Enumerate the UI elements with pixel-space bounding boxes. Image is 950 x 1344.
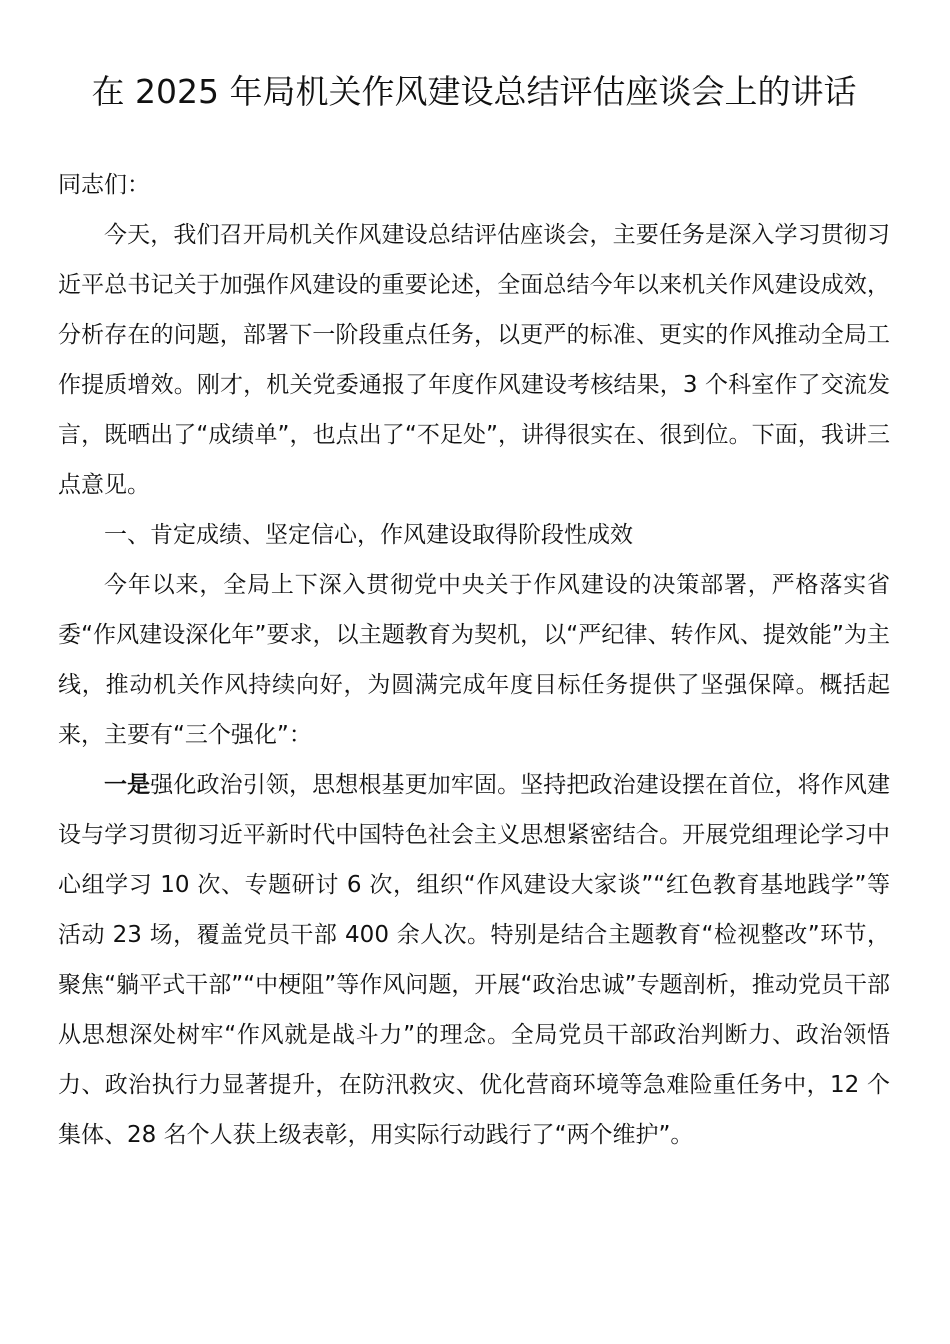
section-1-paragraph: 今年以来，全局上下深入贯彻党中央关于作风建设的决策部署，严格落实省委“作风建设深化年”要求，以主题教育为契机，以“严纪律、转作风、提效能”为主线，推动机关作风持续向好，为圆满完成年度目标任务提供了坚强保障。概括起来，主要有“三个强化”： [58, 572, 890, 748]
point-1-paragraph [58, 760, 890, 1160]
document-title: 在 2025 年局机关作风建设总结评估座谈会上的讲话 [91, 72, 857, 111]
point-1-body: 强化政治引领，思想根基更加牢固。坚持把政治建设摆在首位，将作风建设与学习贯彻习近平新时代中国特色社会主义思想紧密结合。开展党组理论学习中心组学习 10 次、专题研讨 6 次，组织“作风建设大家谈”“红色教育基地践学”等活动 23 场，覆盖党员干部 400 余人次。特别是结合主题教育“检视整改”环节，聚焦“躺平式干部”“中梗阻”等作风问题，开展“政治忠诚”专题剖析，推动党员干部从思想深处树牢“作风就是战斗力”的理念。全局党员干部政治判断力、政治领悟力、政治执行力显著提升，在防汛救灾、优化营商环境等急难险重任务中，12 个集体、28 名个人获上级表彰，用实际行动践行了“两个维护”。 [58, 772, 891, 1148]
intro-paragraph: 今天，我们召开局机关作风建设总结评估座谈会，主要任务是深入学习贯彻习近平总书记关于加强作风建设的重要论述，全面总结今年以来机关作风建设成效，分析存在的问题，部署下一阶段重点任务，以更严的标准、更实的作风推动全局工作提质增效。刚才，机关党委通报了年度作风建设考核结果，3 个科室作了交流发言，既晒出了“成绩单”，也点出了“不足处”，讲得很实在、很到位。下面，我讲三点意见。 [58, 222, 890, 498]
section-heading-1: 一、肯定成绩、坚定信心，作风建设取得阶段性成效 [104, 522, 633, 548]
salutation: 同志们： [58, 172, 150, 198]
point-1-lead: 一是 [104, 772, 151, 798]
